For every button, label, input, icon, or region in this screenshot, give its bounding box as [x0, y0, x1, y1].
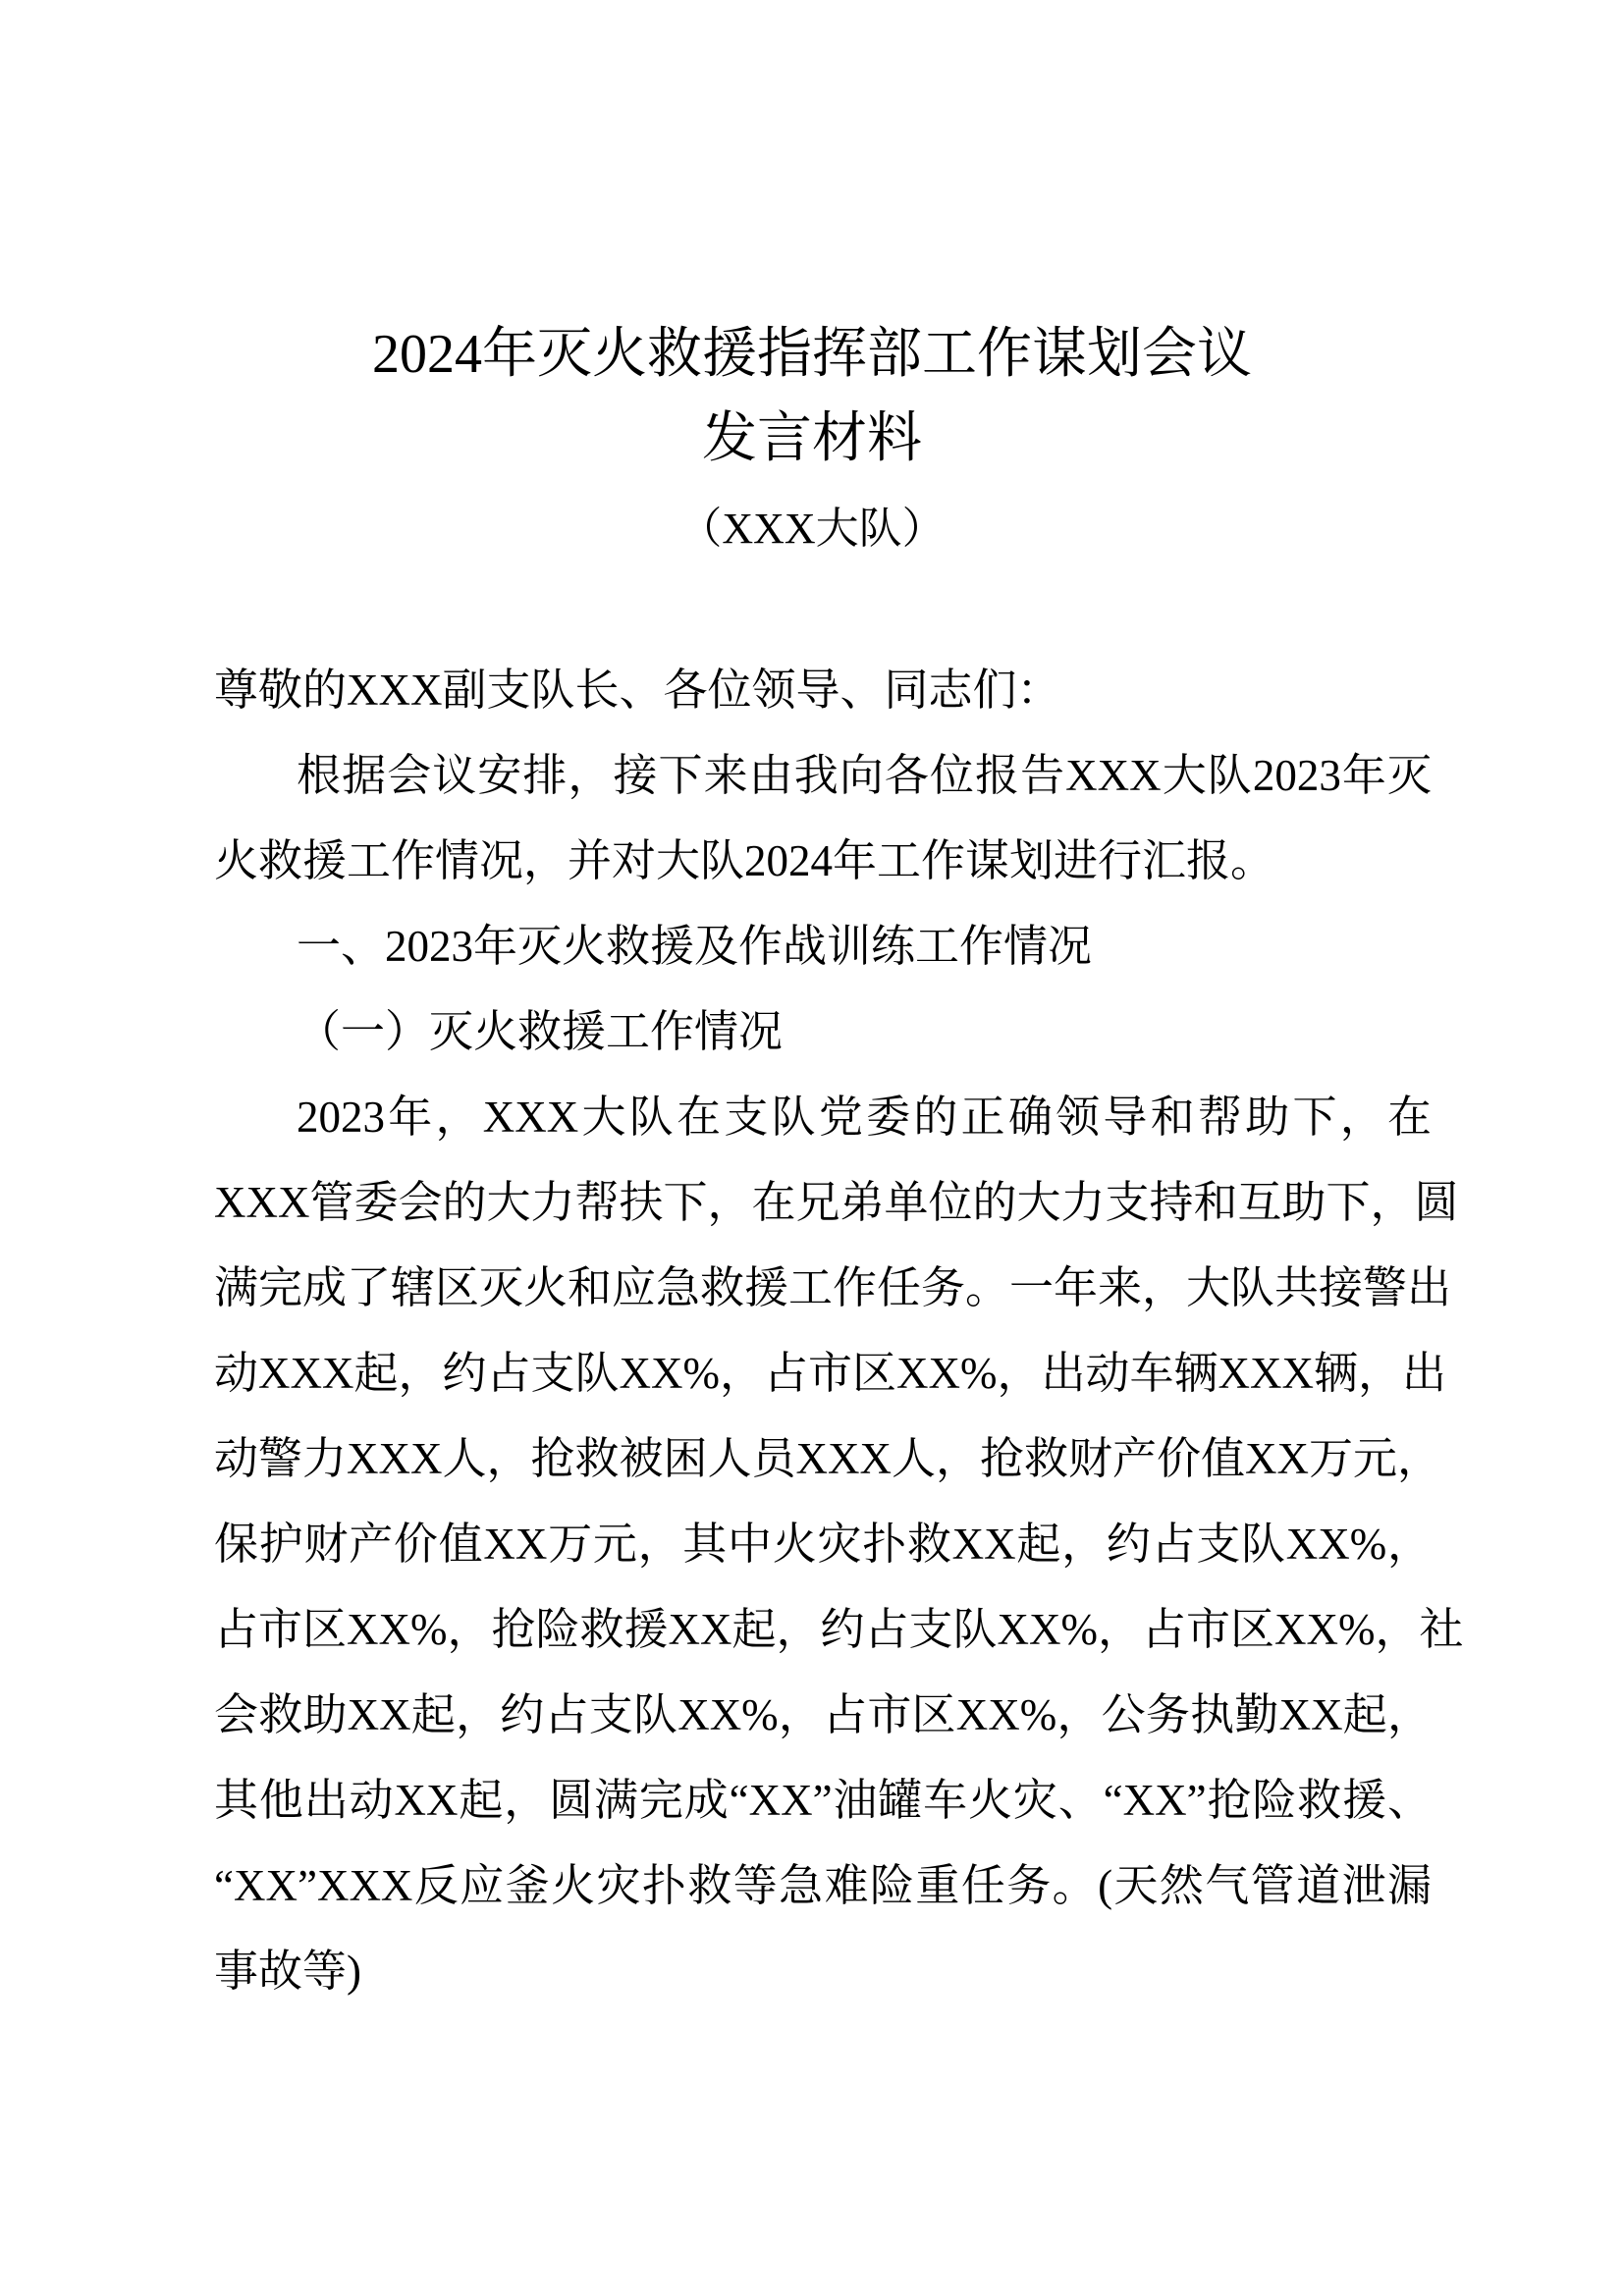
paragraph-line: 事故等): [214, 1947, 361, 1996]
section-heading: 一、2023年灭火救援及作战训练工作情况: [297, 922, 1093, 971]
subsection-heading: （一）灭火救援工作情况: [297, 1007, 784, 1056]
document-body: [214, 648, 1464, 2014]
document-subtitle-unit: （XXX大队）: [678, 505, 946, 553]
paragraph-line: 其他出动XX起，圆满完成“XX”油罐车火灾、“XX”抢险救援、: [214, 1776, 1432, 1825]
paragraph-line: 占市区XX%，抢险救援XX起，约占支队XX%，占市区XX%，社: [214, 1605, 1464, 1654]
paragraph-line: 动XXX起，约占支队XX%，占市区XX%，出动车辆XXX辆，出: [214, 1349, 1446, 1398]
intro-line: 根据会议安排，接下来由我向各位报告XXX大队2023年灭: [297, 751, 1432, 800]
salutation: 尊敬的XXX副支队长、各位领导、同志们：: [214, 666, 1061, 715]
paragraph-line: 保护财产价值XX万元，其中火灾扑救XX起，约占支队XX%，: [214, 1520, 1432, 1569]
paragraph-line: 会救助XX起，约占支队XX%，占市区XX%，公务执勤XX起，: [214, 1690, 1432, 1739]
document-title-line-1: 2024年灭火救援指挥部工作谋划会议: [372, 324, 1252, 385]
paragraph-line: XXX管委会的大力帮扶下，在兄弟单位的大力支持和互助下，圆: [214, 1178, 1459, 1227]
paragraph-line: “XX”XXX反应釜火灾扑救等急难险重任务。(天然气管道泄漏: [214, 1861, 1432, 1910]
paragraph-line: 动警力XXX人，抢救被困人员XXX人，抢救财产价值XX万元，: [214, 1434, 1441, 1483]
paragraph-line: 2023年，XXX大队在支队党委的正确领导和帮助下，在: [297, 1093, 1432, 1142]
document-title-line-2: 发言材料: [702, 408, 922, 469]
intro-line: 火救援工作情况，并对大队2024年工作谋划进行汇报。: [214, 836, 1275, 885]
paragraph-line: 满完成了辖区灭火和应急救援工作任务。一年来，大队共接警出: [214, 1263, 1452, 1312]
